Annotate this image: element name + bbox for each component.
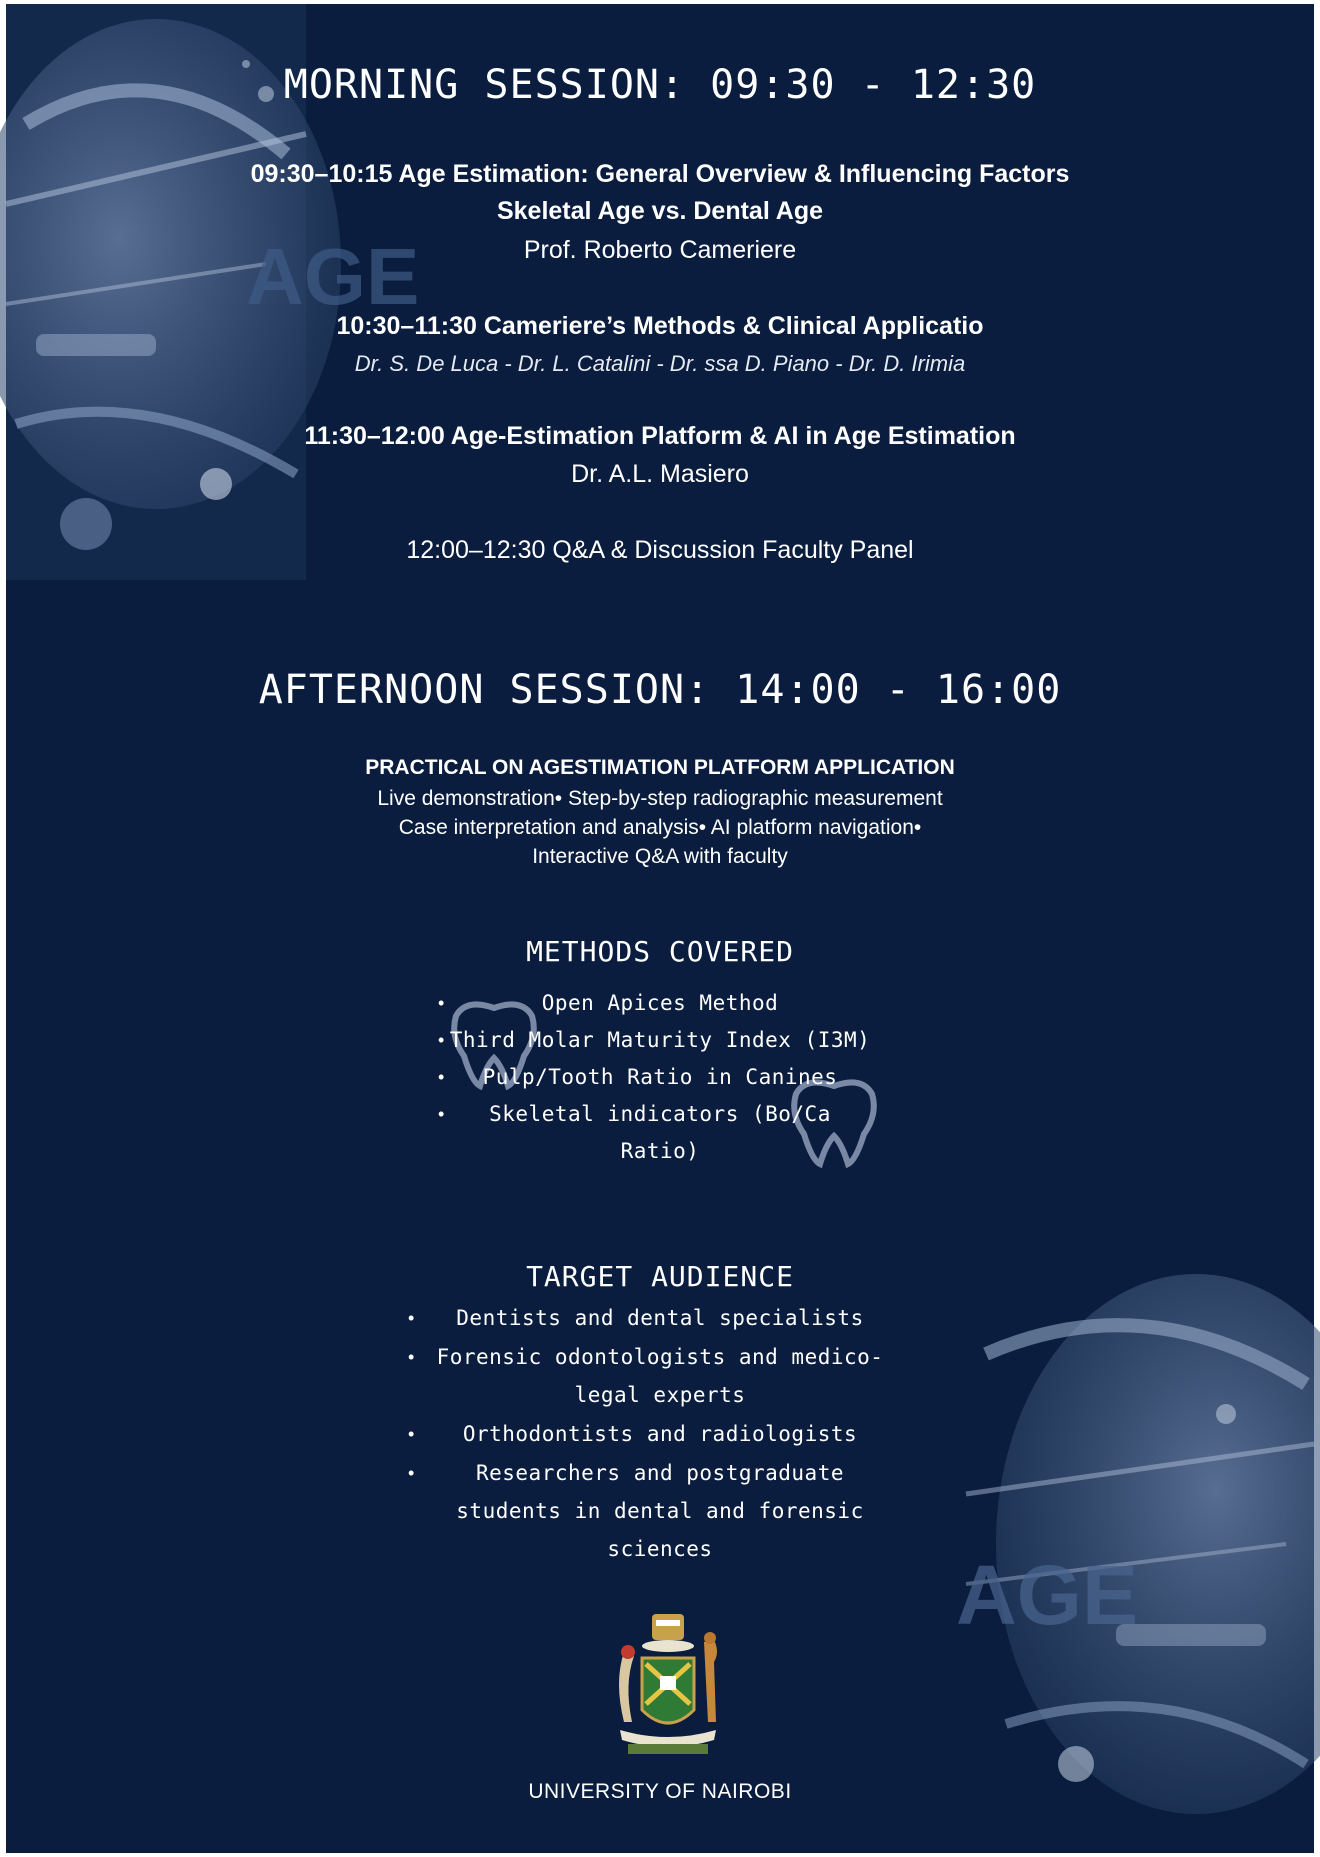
bullet-icon: • [438,1067,445,1087]
audience-title: TARGET AUDIENCE [526,1260,794,1293]
bullet-icon: • [438,1104,445,1124]
poster [6,4,1314,1853]
audience-item: Researchers and postgraduate [475,1461,844,1485]
watermark-text-bottom: AGE [956,1548,1139,1642]
methods-title: METHODS COVERED [526,935,794,968]
university-name: UNIVERSITY OF NAIROBI [528,1780,792,1803]
qa-session: 12:00–12:30 Q&A & Discussion Faculty Panel [406,536,914,564]
talk1-speaker: Prof. Roberto Cameriere [523,236,797,264]
method-item-continued: Ratio) [620,1139,700,1163]
method-item: Pulp/Tooth Ratio in Canines [482,1065,838,1089]
method-item: Third Molar Maturity Index (I3M) [449,1028,871,1052]
bullet-icon: • [408,1347,415,1367]
audience-item: Dentists and dental specialists [456,1306,864,1330]
audience-item: Orthodontists and radiologists [462,1422,858,1446]
practical-line: Interactive Q&A with faculty [532,845,788,868]
talk3-title: 11:30–12:00 Age-Estimation Platform & AI in Age Estimation [304,422,1016,450]
watermark-text-top: AGE [246,232,420,321]
talk1-title: 09:30–10:15 Age Estimation: General Overview & Influencing Factors [250,160,1070,188]
afternoon-session-title: AFTERNOON SESSION: 14:00 - 16:00 [258,667,1062,713]
talk3-speaker: Dr. A.L. Masiero [571,460,749,488]
talk2-title: 10:30–11:30 Cameriere’s Methods & Clinical Applicatio [336,312,984,340]
robot-head-illustration-bottom [956,1294,1314,1853]
audience-item-continued: students in dental and forensic [456,1499,864,1523]
audience-item-continued: legal experts [574,1383,746,1407]
bullet-icon: • [408,1463,415,1483]
university-crest-logo [610,1612,726,1762]
practical-title: PRACTICAL ON AGESTIMATION PLATFORM APPLICATION [365,756,955,779]
talk2-speakers: Dr. S. De Luca - Dr. L. Catalini - Dr. ssa D. Piano - Dr. D. Irimia [354,351,966,376]
talk1-subtitle: Skeletal Age vs. Dental Age [496,197,824,225]
audience-item: Forensic odontologists and medico- [436,1345,884,1369]
practical-line: Live demonstration• Step-by-step radiographic measurement [377,787,943,810]
method-item: Open Apices Method [541,991,779,1015]
audience-item-continued: sciences [607,1537,713,1561]
method-item: Skeletal indicators (Bo/Ca [489,1102,831,1126]
bullet-icon: • [408,1424,415,1444]
bullet-icon: • [408,1308,415,1328]
morning-session-title: MORNING SESSION: 09:30 - 12:30 [283,62,1037,108]
practical-line: Case interpretation and analysis• AI platform navigation• [398,816,922,839]
bullet-icon: • [438,1030,445,1050]
bullet-icon: • [438,993,445,1013]
